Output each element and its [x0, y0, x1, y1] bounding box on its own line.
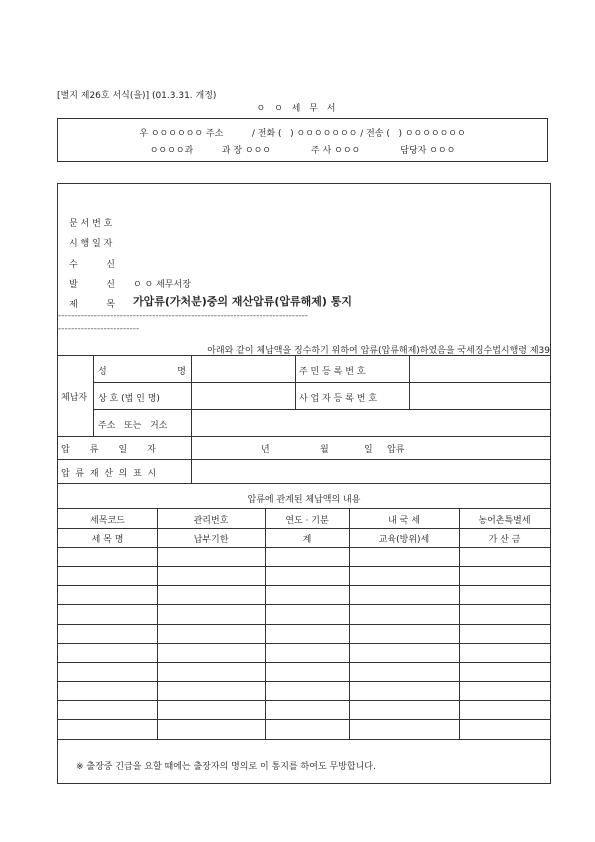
row-line [58, 624, 550, 625]
seizure-date-year: 년 [261, 445, 270, 455]
row-line [93, 382, 550, 383]
header-due-date: 납부기한 [193, 535, 229, 545]
col-line [295, 355, 296, 409]
rrn-label: 주 민 등 록 번 호 [299, 367, 366, 377]
row-line [58, 459, 550, 460]
name-label-part: 성 [98, 367, 107, 377]
doc-number-label: 문 서 번 호 [69, 219, 113, 229]
issue-date-label: 시 행 일 자 [69, 239, 113, 249]
row-line [58, 528, 550, 529]
col-line [409, 355, 410, 409]
header-management-no: 관리번호 [193, 516, 229, 526]
address-label: 주소 또는 거소 [98, 421, 168, 431]
divider-line-2: ------------------------- [58, 324, 140, 334]
seizure-date-month: 월 [320, 445, 329, 455]
sender-value: ㅇ ㅇ 세무서장 [133, 280, 191, 290]
taxpayer-group-label: 체납자 [61, 393, 88, 403]
header-penalty: 가 산 금 [488, 535, 521, 545]
row-line [58, 436, 550, 437]
row-line [58, 662, 550, 663]
seizure-date-suffix: 압류 [387, 445, 405, 455]
tax-section-title: 압류에 관계된 체납액의 내용 [247, 495, 361, 505]
row-line [58, 566, 550, 567]
address-line-2: ㅇㅇㅇㅇ과 과 장 ㅇㅇㅇ 주 사 ㅇㅇㅇ 담당자 ㅇㅇㅇ [149, 146, 456, 156]
subject-label: 제 목 [69, 300, 115, 310]
row-line [58, 483, 550, 484]
seizure-date-day: 일 [364, 445, 373, 455]
col-line [191, 355, 192, 483]
office-name: ㅇ ㅇ 세 무 서 [256, 104, 339, 114]
row-line [58, 547, 550, 548]
header-rural-special-tax: 농어촌특별세 [478, 516, 531, 526]
notice-form [57, 183, 551, 784]
form-reference: [별지 제26호 서식(을)] (01.3.31. 개정) [57, 91, 217, 101]
row-line [93, 409, 550, 410]
row-line [58, 643, 550, 644]
name-label [98, 364, 186, 377]
address-line-1: 우 ㅇㅇㅇㅇㅇㅇ 주소 / 전화 ( ) ㅇㅇㅇㅇㅇㅇㅇ / 전송 ( ) ㅇㅇㅇㅇㅇㅇㅇ [139, 129, 466, 139]
row-line [58, 355, 550, 356]
header-tax-name: 세 목 명 [91, 535, 124, 545]
address-box [57, 118, 548, 162]
intro-text: 아래와 같이 체납액을 징수하기 위하여 압류(압류해제)하였음을 국세징수법시행령 제39 [207, 346, 550, 356]
seizure-date-label: 압 류 일 자 [61, 445, 156, 455]
row-line [58, 508, 550, 509]
recipient-label: 수 신 [69, 260, 115, 270]
property-label: 압 류 재 산 의 표 시 [61, 469, 157, 479]
row-line [58, 700, 550, 701]
row-line [58, 681, 550, 682]
row-line [58, 604, 550, 605]
subject-title: 가압류(가처분)중의 재산압류(압류해제) 통지 [133, 295, 353, 308]
row-line [58, 585, 550, 586]
name-label-part: 명 [177, 367, 186, 377]
header-tax-code: 세목코드 [90, 516, 125, 526]
row-line [58, 719, 550, 720]
header-internal-tax: 내 국 세 [388, 516, 420, 526]
business-name-label: 상 호 (법 인 명) [98, 394, 160, 404]
row-line [58, 739, 550, 740]
col-line [93, 355, 94, 436]
header-year-period: 연도 · 기분 [285, 516, 329, 526]
header-education-tax: 교육(방위)세 [378, 535, 430, 545]
footnote: ※ 출장중 긴급을 요할 때에는 출장자의 명의로 이 통지를 하여도 무방합니다. [76, 762, 376, 772]
divider-line-1: ----------------------------------------------------------------------------- [58, 311, 309, 321]
sender-label: 발 신 [69, 280, 115, 290]
business-number-label: 사 업 자 등 록 번 호 [299, 394, 378, 404]
header-total: 계 [302, 535, 312, 545]
